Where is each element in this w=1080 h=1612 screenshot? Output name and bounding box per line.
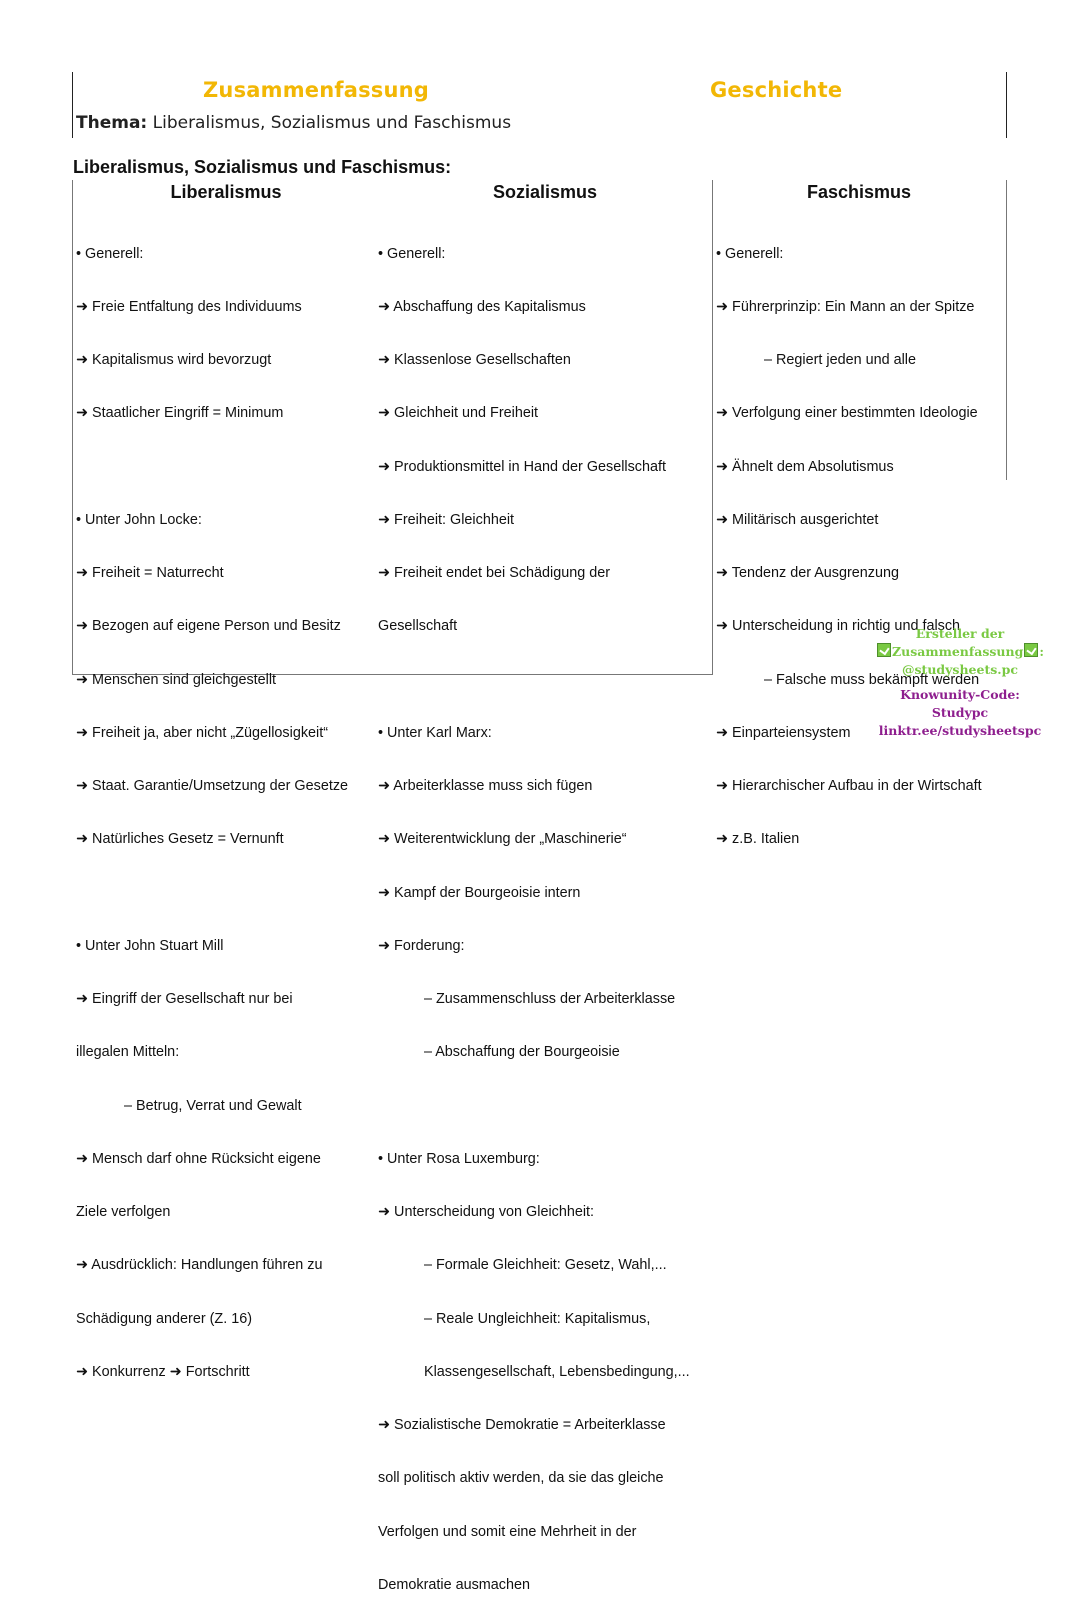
section-heading: Liberalismus, Sozialismus und Faschismus:	[73, 157, 452, 177]
list-item: ➜ Führerprinzip: Ein Mann an der Spitze	[716, 298, 975, 315]
topic-label: Thema:	[76, 113, 148, 133]
list-item: ➜ Gleichheit und Freiheit	[378, 405, 539, 422]
list-subitem: – Falsche muss bekämpft werden	[764, 671, 980, 688]
list-item: Demokratie ausmachen	[378, 1576, 530, 1593]
credit-line-2: Zusammenfassung :	[860, 643, 1060, 661]
knowunity-code-label: Knowunity-Code:	[900, 687, 1020, 702]
list-item: ➜ Unterscheidung in richtig und falsch	[716, 618, 961, 635]
knowunity-credit	[860, 686, 1060, 740]
list-item: soll politisch aktiv werden, da sie das gleiche	[378, 1470, 664, 1487]
list-item: ➜ Forderung:	[378, 937, 465, 954]
list-item: ➜ Produktionsmittel in Hand der Gesellschaft	[378, 458, 667, 475]
list-item: ➜ Natürliches Gesetz = Vernunft	[76, 831, 284, 848]
list-item: ➜ Bezogen auf eigene Person und Besitz	[76, 618, 341, 635]
list-item: ➜ Militärisch ausgerichtet	[716, 511, 879, 528]
list-item: ➜ Klassenlose Gesellschaften	[378, 352, 571, 368]
list-item: ➜ Hierarchischer Aufbau in der Wirtschaft	[716, 778, 982, 794]
list-item: ➜ Einparteiensystem	[716, 724, 851, 741]
list-item: ➜ Konkurrenz ➜ Fortschritt	[76, 1363, 250, 1380]
list-item: ➜ Staat. Garantie/Umsetzung der Gesetze	[76, 778, 349, 794]
list-item: ➜ Ausdrücklich: Handlungen führen zu	[76, 1257, 323, 1274]
column-heading-faschismus: Faschismus	[806, 182, 912, 202]
table-border-left	[72, 180, 73, 674]
header-border-right	[1006, 72, 1007, 138]
linktree-link[interactable]: linktr.ee/studysheetspc	[878, 723, 1042, 738]
list-item: ➜ Arbeiterklasse muss sich fügen	[378, 778, 593, 794]
list-item: ➜ Freiheit ja, aber nicht „Zügellosigkeit“	[76, 724, 329, 741]
list-item: Ziele verfolgen	[76, 1204, 171, 1220]
column-sozialismus	[378, 210, 690, 1612]
credit-handle: @studysheets.pc	[902, 662, 1018, 677]
column-liberalismus	[76, 210, 348, 1399]
topic-value: Liberalismus, Sozialismus und Faschismus	[147, 113, 512, 133]
topic-line	[76, 113, 511, 133]
header-left-title: Zusammenfassung	[203, 78, 430, 102]
list-item: • Unter John Stuart Mill	[76, 937, 224, 954]
table-divider	[712, 180, 713, 674]
list-item: Schädigung anderer (Z. 16)	[76, 1310, 252, 1327]
list-item: ➜ Verfolgung einer bestimmten Ideologie	[716, 405, 978, 422]
list-item: ➜ Unterscheidung von Gleichheit:	[378, 1204, 595, 1220]
blank-line	[378, 1098, 690, 1116]
memo-check-icon	[877, 643, 891, 657]
list-subitem: – Zusammenschluss der Arbeiterklasse	[424, 991, 676, 1007]
list-item: Verfolgen und somit eine Mehrheit in der	[378, 1523, 637, 1540]
list-item: ➜ Weiterentwicklung der „Maschinerie“	[378, 831, 627, 848]
blank-line	[378, 672, 690, 690]
list-item: ➜ Kampf der Bourgeoisie intern	[378, 884, 581, 901]
list-subitem: Klassengesellschaft, Lebensbedingung,...	[424, 1363, 690, 1380]
list-subitem: – Regiert jeden und alle	[764, 352, 917, 368]
list-subitem: – Abschaffung der Bourgeoisie	[424, 1044, 620, 1061]
list-item: • Unter Rosa Luxemburg:	[378, 1150, 540, 1167]
memo-check-icon	[1024, 643, 1038, 657]
list-item: ➜ Ähnelt dem Absolutismus	[716, 458, 894, 475]
list-subitem: – Reale Ungleichheit: Kapitalismus,	[424, 1310, 651, 1327]
column-heading-sozialismus: Sozialismus	[492, 182, 598, 202]
list-item: illegalen Mitteln:	[76, 1044, 180, 1061]
list-item: ➜ Staatlicher Eingriff = Minimum	[76, 405, 284, 422]
table-border-right	[1006, 180, 1007, 480]
credit-line-1: Ersteller der	[915, 626, 1005, 641]
list-item: • Unter John Locke:	[76, 511, 202, 528]
list-item: ➜ Freie Entfaltung des Individuums	[76, 298, 302, 315]
list-item: ➜ Tendenz der Ausgrenzung	[716, 565, 900, 581]
list-item: ➜ Freiheit = Naturrecht	[76, 565, 224, 581]
list-item: ➜ Mensch darf ohne Rücksicht eigene	[76, 1150, 321, 1167]
list-item: • Generell:	[76, 245, 144, 262]
creator-credit	[860, 625, 1060, 679]
list-item: ➜ Abschaffung des Kapitalismus	[378, 298, 586, 315]
blank-line	[76, 459, 348, 477]
blank-line	[76, 885, 348, 903]
list-item: ➜ Menschen sind gleichgestellt	[76, 671, 277, 688]
list-item: ➜ Freiheit endet bei Schädigung der	[378, 565, 611, 581]
list-subitem: – Formale Gleichheit: Gesetz, Wahl,...	[424, 1257, 667, 1274]
column-heading-liberalismus: Liberalismus	[170, 182, 282, 202]
header-border-left	[72, 72, 73, 138]
list-item: • Generell:	[716, 245, 784, 262]
knowunity-code-value: Studypc	[931, 705, 989, 720]
list-item: Gesellschaft	[378, 618, 458, 635]
header-right-title: Geschichte	[710, 78, 843, 102]
list-item: ➜ Freiheit: Gleichheit	[378, 511, 515, 528]
list-subitem: – Betrug, Verrat und Gewalt	[124, 1097, 302, 1114]
list-item: ➜ Kapitalismus wird bevorzugt	[76, 352, 272, 368]
list-item: • Generell:	[378, 245, 446, 262]
list-item: • Unter Karl Marx:	[378, 724, 492, 741]
list-item: ➜ z.B. Italien	[716, 831, 800, 848]
list-item: ➜ Sozialistische Demokratie = Arbeiterklasse	[378, 1417, 666, 1433]
column-faschismus	[716, 210, 982, 867]
list-item: ➜ Eingriff der Gesellschaft nur bei	[76, 991, 293, 1007]
